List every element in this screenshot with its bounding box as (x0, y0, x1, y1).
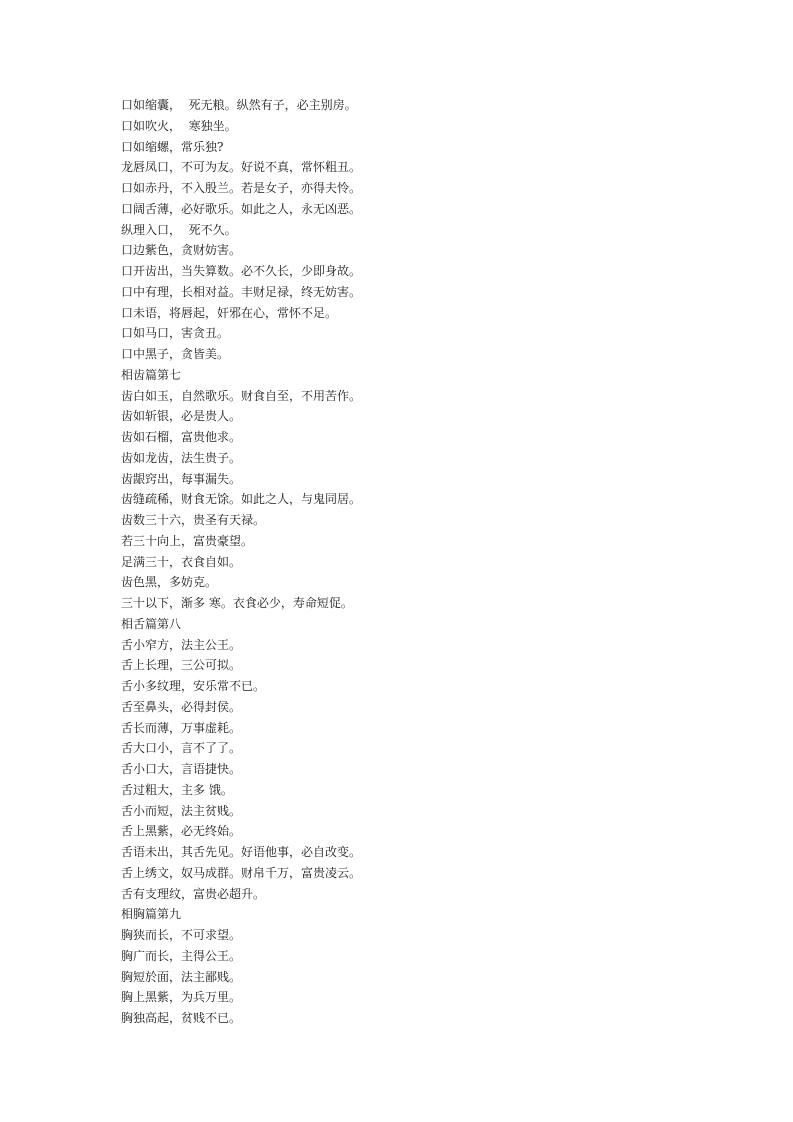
text-line: 龙唇凤口，不可为友。好说不真，常怀粗丑。 (121, 160, 362, 175)
text-line: 若三十向上，富贵豪望。 (121, 533, 254, 548)
text-line: 口边紫色，贪财妨害。 (121, 243, 242, 258)
text-line: 相胸篇第九 (121, 907, 182, 922)
text-line: 口如吹火， 寒独坐。 (121, 118, 237, 133)
text-line: 三十以下，渐多 寒。衣食必少，寿命短促。 (121, 596, 353, 610)
text-line: 口中有理，长相对益。丰财足禄，终无妨害。 (121, 284, 362, 299)
text-line: 舌小而短，法主贫贱。 (121, 803, 242, 818)
text-line: 口开齿出，当失算数。必不久长，少即身故。 (121, 264, 362, 278)
text-line: 口未语，将唇起，奸邪在心，常怀不足。 (121, 305, 338, 320)
text-line: 胸广而长，主得公王。 (121, 948, 242, 963)
text-line: 齿龈窍出，每事漏失。 (121, 471, 242, 486)
text-line: 齿数三十六，贵圣有天禄。 (121, 513, 266, 527)
text-line: 舌上绣文，奴马成群。财帛千万，富贵凌云。 (121, 865, 362, 880)
text-line: 舌上长理，三公可拟。 (121, 658, 242, 673)
text-body (121, 95, 721, 1029)
text-line: 舌长而薄，万事虚耗。 (121, 720, 242, 735)
text-line: 舌小窄方，法主公王。 (121, 637, 242, 652)
text-line: 口如缩螺，常乐独? (121, 139, 224, 154)
text-line: 舌有支理纹，富贵必超升。 (121, 886, 266, 901)
text-line: 纵理入口， 死不久。 (121, 222, 237, 237)
text-line: 口阔舌薄，必好歌乐。如此之人，永无凶恶。 (121, 201, 362, 216)
text-line: 齿缝疏稀，财食无馀。如此之人，与鬼同居。 (121, 492, 362, 507)
text-line: 齿如龙齿，法生贵子。 (121, 450, 242, 465)
text-line: 舌大口小，言不了了。 (121, 741, 242, 756)
text-line: 足满三十，衣食自如。 (121, 554, 242, 569)
text-line: 口如赤丹，不入殷兰。若是女子，亦得夫怜。 (121, 181, 362, 195)
text-line: 口中黑子，贪皆美。 (121, 347, 230, 361)
text-line: 舌过粗大，主多 饿。 (121, 782, 233, 797)
text-line: 口如马口，害贪丑。 (121, 326, 230, 341)
text-line: 齿如石榴，富贵他求。 (121, 430, 242, 444)
text-line: 舌语未出，其舌先见。好语他事，必自改变。 (121, 845, 362, 859)
text-line: 胸狭而长，不可求望。 (121, 928, 242, 942)
text-line: 齿色黑，多妨克。 (121, 575, 218, 590)
text-line: 舌小口大，言语捷快。 (121, 762, 242, 776)
text-line: 齿如斩银，必是贵人。 (121, 409, 242, 424)
text-line: 相舌篇第八 (121, 616, 182, 631)
text-line: 口如缩囊， 死无粮。纵然有子，必主别房。 (121, 98, 357, 112)
text-line: 胸短於面，法主鄙贱。 (121, 969, 242, 984)
text-line: 舌至鼻头，必得封侯。 (121, 699, 242, 714)
text-line: 胸独高起，贫贱不已。 (121, 1011, 242, 1025)
text-line: 相齿篇第七 (121, 367, 182, 382)
text-line: 齿白如玉，自然歌乐。财食自至，不用苦作。 (121, 388, 362, 403)
text-line: 舌上黑紫，必无终始。 (121, 824, 242, 839)
text-line: 胸上黑紫，为兵万里。 (121, 990, 242, 1005)
text-line: 舌小多纹理，安乐常不已。 (121, 679, 266, 693)
